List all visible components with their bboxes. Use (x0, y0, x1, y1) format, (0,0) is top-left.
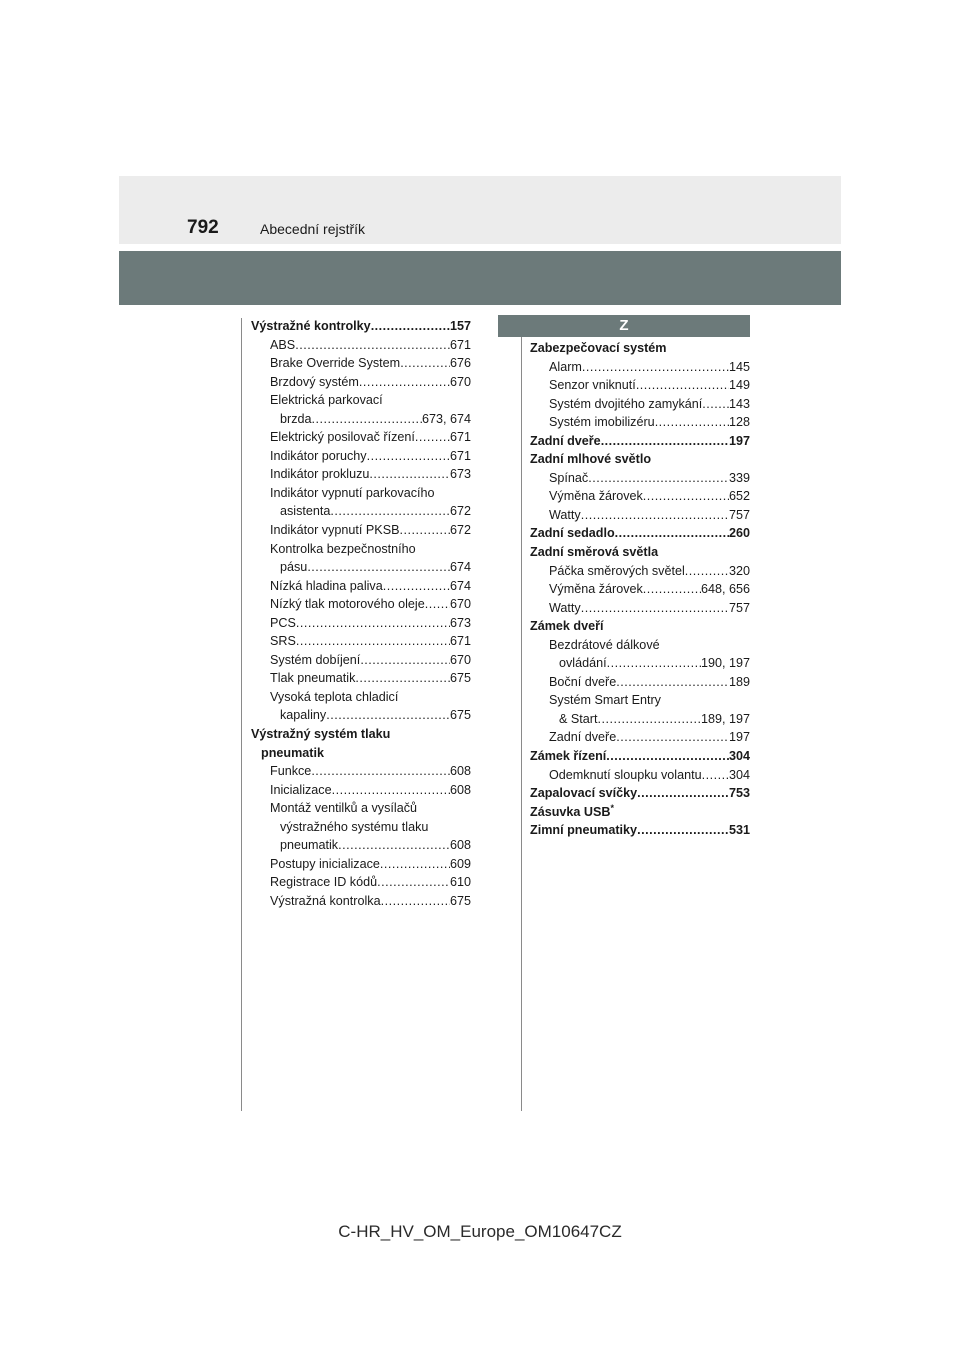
index-entry (251, 577, 471, 596)
footnote-asterisk: * (610, 802, 615, 813)
index-entry-label: Nízká hladina paliva (270, 578, 383, 593)
dot-leader (377, 873, 450, 892)
index-entry (530, 636, 750, 655)
dot-leader (598, 710, 701, 729)
dot-leader (295, 336, 450, 355)
index-entry (251, 632, 471, 651)
index-entry (251, 744, 471, 763)
left-margin-rule (241, 318, 242, 1111)
index-entry-label: ovládání (559, 656, 607, 671)
header-band (119, 176, 841, 244)
index-entry (251, 781, 471, 800)
index-entry (530, 803, 750, 822)
index-entry-label: Indikátor vypnutí parkovacího (270, 485, 435, 500)
dot-leader (355, 669, 450, 688)
index-entry (530, 654, 750, 673)
index-entry-label: Alarm (549, 359, 582, 374)
page-number: 792 (187, 217, 219, 238)
index-entry (530, 562, 750, 581)
index-entry (251, 447, 471, 466)
index-entry-label: Systém dobíjení (270, 652, 361, 667)
dot-leader (582, 358, 729, 377)
index-entry-label: kapaliny (280, 708, 327, 723)
index-entry-page: 145 (728, 359, 750, 374)
dot-leader (330, 502, 450, 521)
index-entry-label: Indikátor prokluzu (270, 467, 370, 482)
dot-leader (332, 781, 450, 800)
index-entry-label: SRS (270, 634, 296, 649)
index-entry (251, 465, 471, 484)
dot-leader (615, 524, 729, 543)
index-entry (530, 413, 750, 432)
index-entry (251, 892, 471, 911)
index-entry-label: Zámek řízení (530, 749, 607, 764)
index-entry-page: 675 (449, 893, 471, 908)
index-entry-page: 149 (728, 378, 750, 393)
index-entry-label: Tlak pneumatik (270, 671, 356, 686)
index-entry (530, 599, 750, 618)
index-entry-label: pneumatik (261, 745, 324, 760)
index-entry-page: 339 (728, 470, 750, 485)
dot-leader (296, 632, 450, 651)
dot-leader (616, 728, 729, 747)
index-entry (251, 836, 471, 855)
index-entry-label: Brzdový systém (270, 374, 359, 389)
index-entry-page: 652 (728, 489, 750, 504)
index-entry-label: Zabezpečovací systém (530, 341, 667, 355)
dot-leader (326, 706, 450, 725)
dot-leader (415, 428, 450, 447)
index-entry (530, 673, 750, 692)
index-entry (530, 469, 750, 488)
index-entry (530, 543, 750, 562)
index-entry-page: 531 (728, 823, 750, 838)
dot-leader (371, 317, 450, 336)
index-entry-page: 608 (449, 838, 471, 853)
dot-leader (643, 580, 701, 599)
dot-leader (383, 577, 450, 596)
index-entry (530, 617, 750, 636)
index-entry-label: Indikátor vypnutí PKSB (270, 523, 400, 538)
index-entry-label: Vysoká teplota chladicí (270, 689, 399, 704)
dot-leader (606, 747, 729, 766)
index-entry-label: Funkce (270, 764, 312, 779)
dot-leader (616, 673, 729, 692)
index-entry-page: 260 (728, 526, 750, 541)
index-entry-page: 673, 674 (421, 411, 471, 426)
header-bar (119, 251, 841, 305)
index-entry (251, 410, 471, 429)
index-entry-page: 671 (449, 448, 471, 463)
index-entry (530, 450, 750, 469)
index-entry (530, 580, 750, 599)
index-entry-page: 197 (728, 730, 750, 745)
dot-leader (685, 562, 729, 581)
index-entry (251, 669, 471, 688)
index-entry-page: 671 (449, 337, 471, 352)
dot-leader (637, 821, 729, 840)
index-entry (251, 706, 471, 725)
index-entry-page: 670 (449, 597, 471, 612)
index-entry-label: Páčka směrových světel (549, 563, 685, 578)
index-entry (530, 487, 750, 506)
index-entry-page: 189, 197 (700, 711, 750, 726)
index-entry-page: 673 (449, 467, 471, 482)
index-entry (251, 855, 471, 874)
index-entry-page: 674 (449, 560, 471, 575)
dot-leader (381, 892, 450, 911)
dot-leader (400, 354, 450, 373)
index-entry (530, 728, 750, 747)
dot-leader (380, 855, 450, 874)
index-entry-label: Montáž ventilků a vysílačů (270, 801, 417, 816)
index-entry (251, 725, 471, 744)
index-entry (251, 873, 471, 892)
dot-leader (296, 614, 450, 633)
index-entry (251, 558, 471, 577)
index-entry (530, 358, 750, 377)
index-entry-label: Zadní směrová světla (530, 545, 659, 560)
index-entry-page: 608 (449, 782, 471, 797)
dot-leader (581, 506, 729, 525)
index-entry-page: 673 (449, 615, 471, 630)
index-entry-label: brzda (280, 411, 312, 426)
index-entry-label: Výstražná kontrolka (270, 893, 381, 908)
index-entry-label: Zásuvka USB* (530, 802, 615, 819)
index-entry-label: Zadní mlhové světlo (530, 452, 652, 467)
dot-leader (655, 413, 729, 432)
index-entry-page: 197 (728, 433, 750, 448)
index-entry-label: ABS (270, 337, 296, 352)
dot-leader (311, 762, 450, 781)
index-entry-page: 157 (449, 319, 471, 333)
index-entry-page: 670 (449, 374, 471, 389)
index-entry-label: Výstražné kontrolky (251, 319, 371, 333)
dot-leader (637, 784, 729, 803)
index-entry-label: Indikátor poruchy (270, 448, 367, 463)
index-entry-label: Zámek dveří (530, 619, 604, 634)
index-entry-label: Kontrolka bezpečnostního (270, 541, 416, 556)
index-entry-page: 304 (728, 767, 750, 782)
dot-leader (367, 447, 450, 466)
index-entry-label: Spínač (549, 470, 589, 485)
index-entry (530, 395, 750, 414)
index-entry-label: Bezdrátové dálkové (549, 637, 660, 652)
index-entry-label: Elektrická parkovací (270, 393, 383, 408)
dot-leader (307, 558, 450, 577)
dot-leader (702, 766, 729, 785)
index-entry-label: Senzor vniknutí (549, 378, 636, 393)
index-entry (530, 766, 750, 785)
index-entry (530, 710, 750, 729)
index-entry-page: 320 (728, 563, 750, 578)
index-entry-page: 672 (449, 504, 471, 519)
dot-leader (636, 376, 729, 395)
index-entry (251, 484, 471, 503)
dot-leader (581, 599, 729, 618)
index-entry-label: Systém Smart Entry (549, 693, 661, 708)
index-entry-label: PCS (270, 615, 296, 630)
dot-leader (607, 654, 701, 673)
index-entry (251, 762, 471, 781)
index-entry (251, 818, 471, 837)
section-letter-z: Z (498, 315, 750, 337)
index-entry-page: 671 (449, 634, 471, 649)
index-entry-page: 190, 197 (700, 656, 750, 671)
index-entry-label: Systém dvojitého zamykání (549, 396, 703, 411)
dot-leader (702, 395, 729, 414)
index-entry-label: Watty (549, 507, 581, 522)
dot-leader (338, 836, 450, 855)
dot-leader (425, 595, 450, 614)
index-entry-page: 608 (449, 764, 471, 779)
index-entry (251, 428, 471, 447)
index-entry (530, 691, 750, 710)
index-entry-page: 675 (449, 671, 471, 686)
document-code: C-HR_HV_OM_Europe_OM10647CZ (338, 1222, 622, 1241)
index-entry-label: Inicializace (270, 782, 332, 797)
page-title: Abecední rejstřík (260, 221, 366, 237)
index-entry (251, 336, 471, 355)
index-entry (530, 747, 750, 766)
index-entry-page: 676 (449, 356, 471, 371)
index-entry (530, 784, 750, 803)
index-entry-label: Watty (549, 600, 581, 615)
index-entry-label: Registrace ID kódů (270, 875, 378, 890)
dot-leader (601, 432, 729, 451)
index-entry (251, 521, 471, 540)
index-entry (251, 595, 471, 614)
index-entry-label: Výměna žárovek (549, 489, 643, 504)
index-entry (251, 799, 471, 818)
index-entry (251, 373, 471, 392)
index-entry (530, 432, 750, 451)
index-entry (251, 391, 471, 410)
index-entry (530, 821, 750, 840)
index-entry (251, 614, 471, 633)
index-entry-label: Elektrický posilovač řízení (270, 430, 415, 445)
column-divider-rule (521, 337, 522, 1111)
index-entry-page: 674 (449, 578, 471, 593)
index-entry (251, 688, 471, 707)
index-entry (530, 339, 750, 358)
index-entry-label: pneumatik (280, 838, 339, 853)
index-entry-page: 189 (728, 674, 750, 689)
index-entry-label: Zadní dveře (549, 730, 617, 745)
index-entry-label: Systém imobilizéru (549, 415, 655, 430)
index-entry (251, 651, 471, 670)
index-entry-page: 143 (728, 396, 750, 411)
index-entry (530, 506, 750, 525)
index-entry-label: Nízký tlak motorového oleje (270, 597, 425, 612)
index-entry (251, 317, 471, 336)
index-entry-label: asistenta (280, 504, 331, 519)
index-entry-label: Výměna žárovek (549, 582, 643, 597)
index-entry-label: výstražného systému tlaku (280, 819, 429, 834)
index-entry-label: Výstražný systém tlaku (251, 727, 391, 742)
index-entry (251, 540, 471, 559)
index-entry (530, 524, 750, 543)
index-entry-page: 670 (449, 652, 471, 667)
dot-leader (643, 487, 729, 506)
dot-leader (312, 410, 422, 429)
dot-leader (588, 469, 729, 488)
index-entry-page: 757 (728, 600, 750, 615)
index-entry-label: Zadní sedadlo (530, 526, 615, 541)
dot-leader (400, 521, 450, 540)
index-entry-page: 672 (449, 523, 471, 538)
index-entry-page: 753 (728, 786, 750, 801)
index-entry-page: 609 (449, 856, 471, 871)
index-entry-label: Zimní pneumatiky (530, 823, 638, 838)
index-entry-label: Boční dveře (549, 674, 617, 689)
index-entry-label: & Start (559, 711, 598, 726)
index-column-right (530, 339, 750, 840)
index-entry (251, 502, 471, 521)
index-entry-page: 304 (728, 749, 750, 764)
index-entry-page: 128 (728, 415, 750, 430)
index-entry-label: Zapalovací svíčky (530, 786, 638, 801)
index-entry (251, 354, 471, 373)
index-entry-page: 648, 656 (700, 582, 750, 597)
index-entry-page: 757 (728, 507, 750, 522)
index-column-left (251, 317, 471, 911)
index-entry-page: 671 (449, 430, 471, 445)
index-entry-label: Postupy inicializace (270, 856, 380, 871)
index-entry-label: Brake Override System (270, 356, 401, 371)
index-entry-label: pásu (280, 560, 308, 575)
index-entry-label: Zadní dveře (530, 433, 601, 448)
index-entry (530, 376, 750, 395)
index-entry-page: 675 (449, 708, 471, 723)
dot-leader (359, 373, 450, 392)
index-entry-page: 610 (449, 875, 471, 890)
dot-leader (360, 651, 450, 670)
dot-leader (369, 465, 450, 484)
index-entry-label: Odemknutí sloupku volantu (549, 767, 702, 782)
